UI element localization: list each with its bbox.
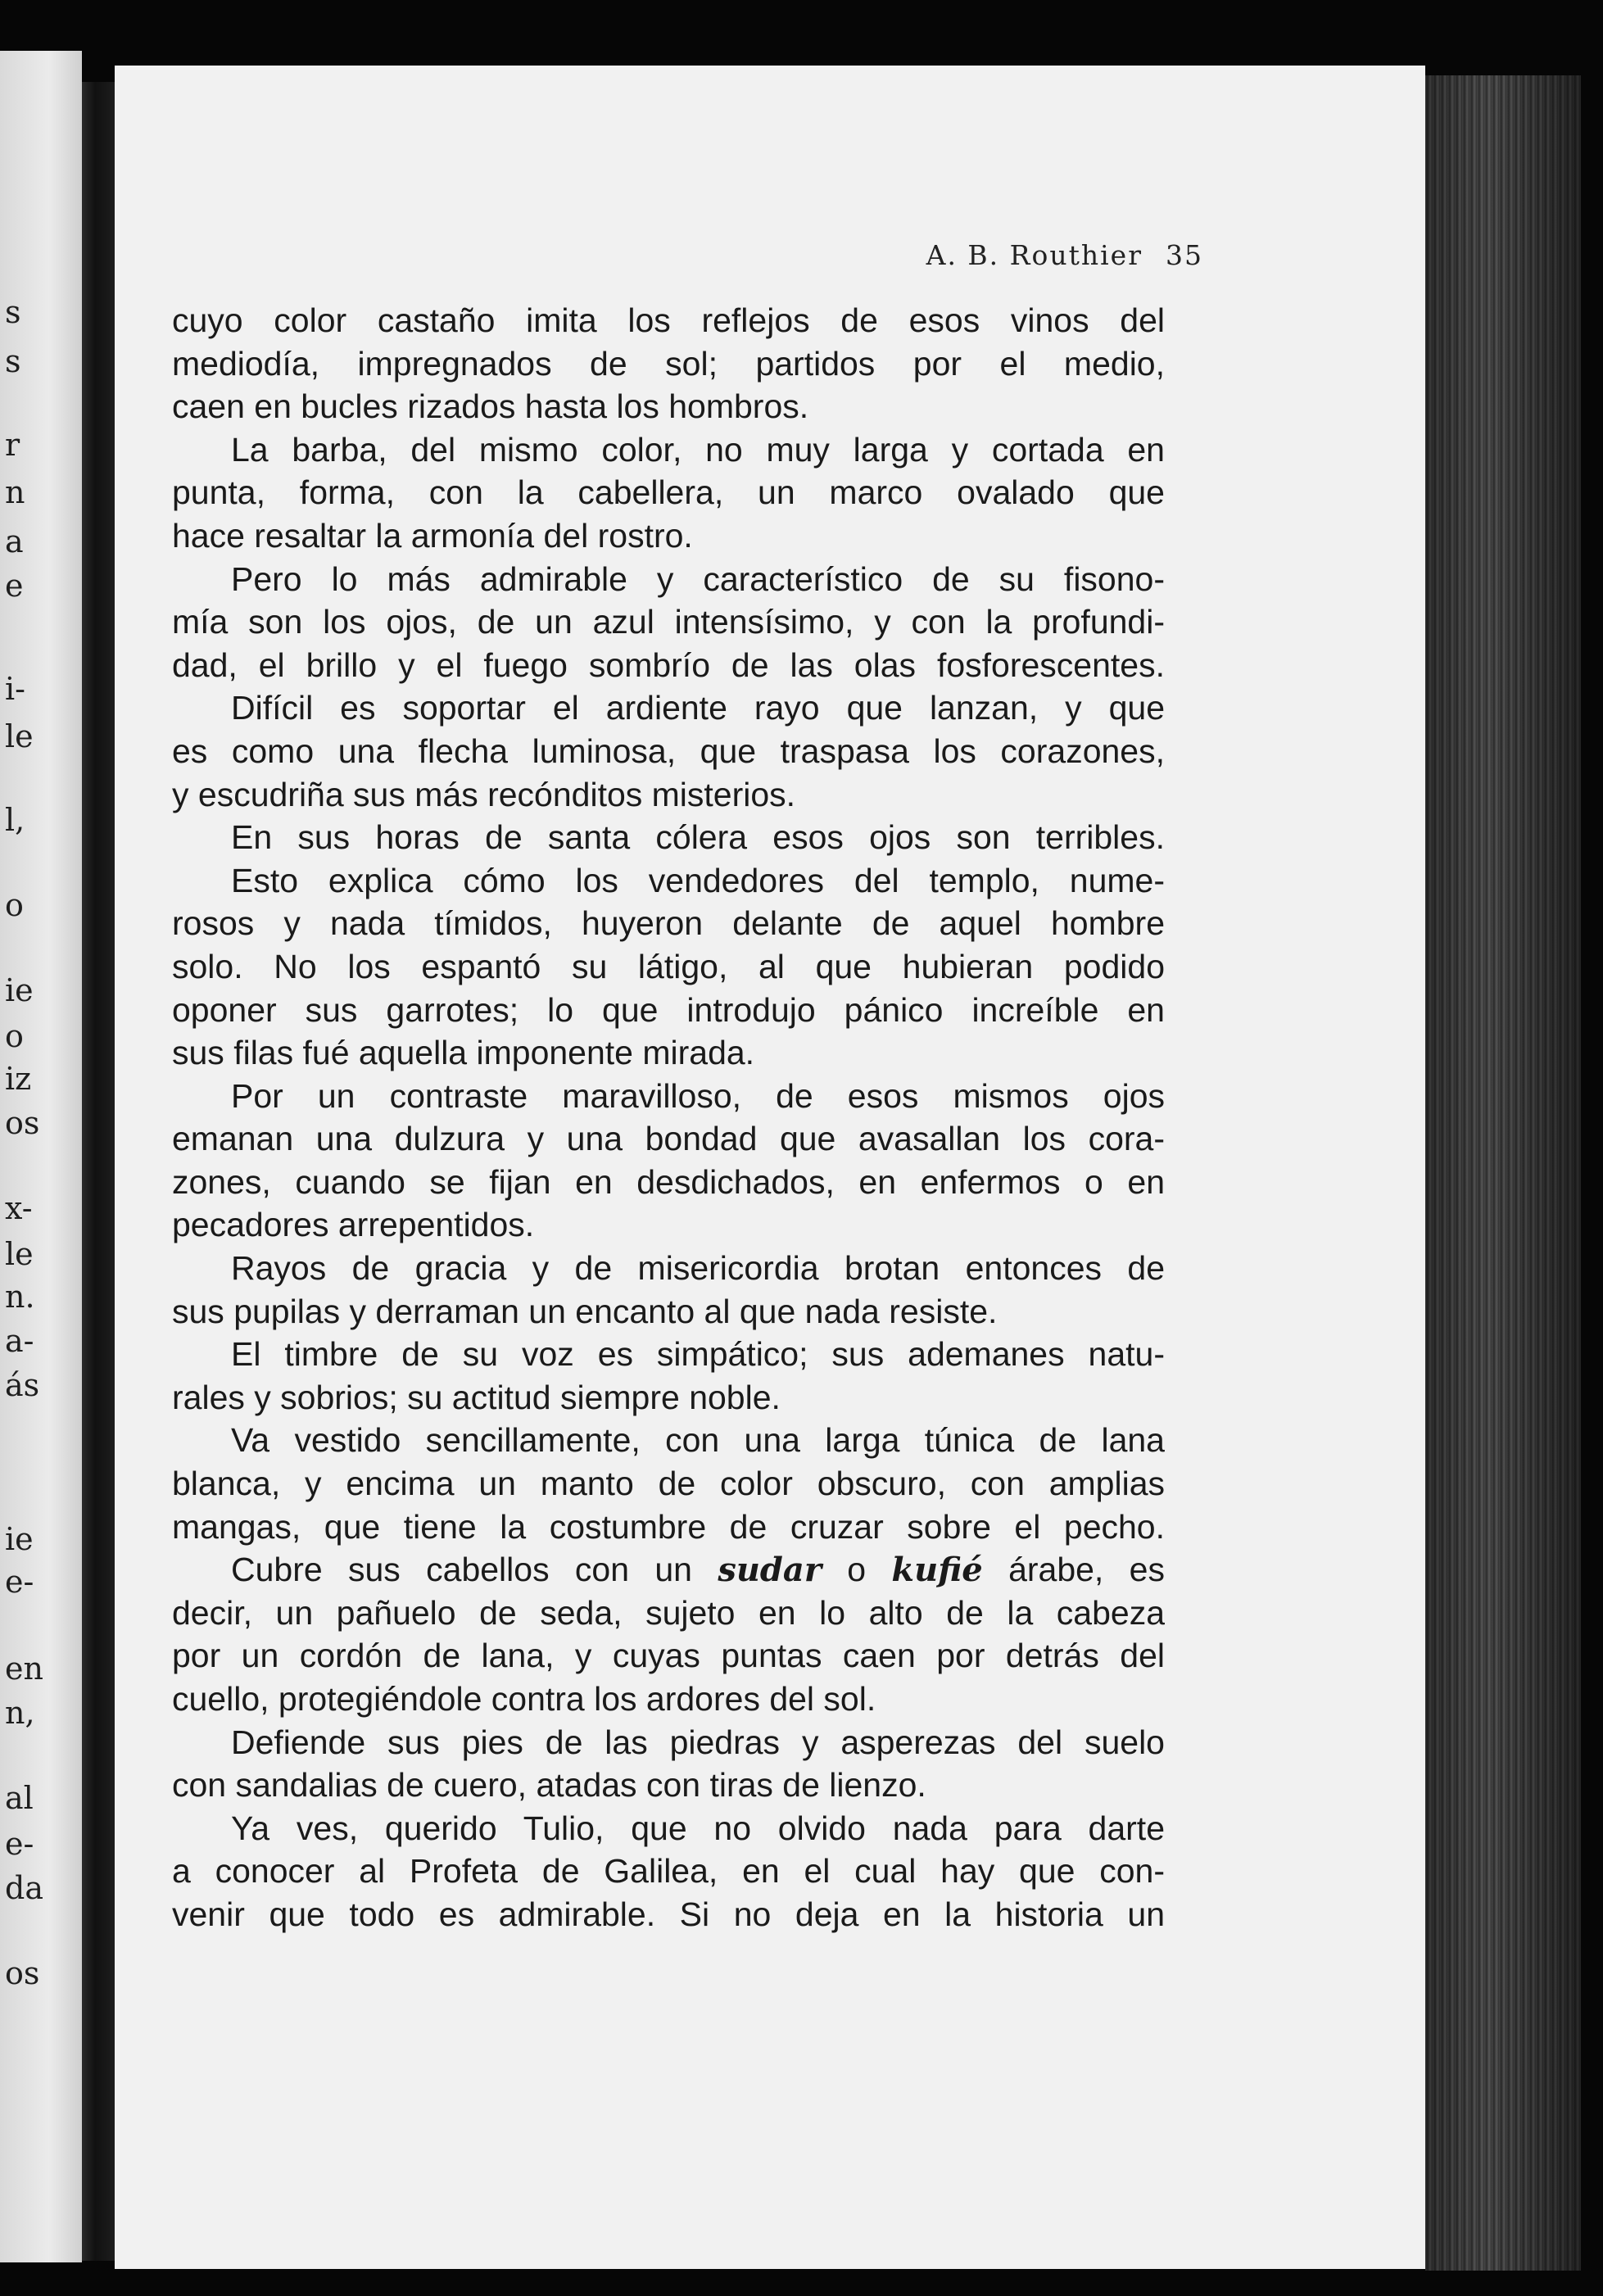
text-line: Difícil es soportar el ardiente rayo que lanzan, y que: [231, 689, 1165, 727]
facing-page-fragment: s: [5, 343, 21, 379]
text-line: es como una flecha luminosa, que traspasa los corazones,: [172, 731, 1165, 770]
text-run: o: [847, 1551, 867, 1589]
facing-page-fragment: da: [5, 1870, 43, 1906]
page-block-shadow: [1425, 75, 1581, 2271]
facing-page-fragment: e-: [5, 1826, 34, 1862]
text-line: solo. No los espantó su látigo, al que hubieran podido: [172, 947, 1165, 985]
text-line: punta, forma, con la cabellera, un marco ovalado que: [172, 473, 1165, 512]
text-line: venir que todo es admirable. Si no deja en la historia un: [172, 1895, 1165, 1933]
facing-page-fragment: e-: [5, 1564, 34, 1600]
text-line: cuello, protegiéndole contra los ardores del sol.: [172, 1680, 876, 1718]
facing-page-fragment: ie: [5, 972, 34, 1008]
text-line: mía son los ojos, de un azul intensísimo, y con la profundi-: [172, 603, 1165, 641]
text-line: oponer sus garrotes; lo que introdujo pánico increíble en: [172, 990, 1165, 1029]
text-line: El timbre de su voz es simpático; sus ademanes natu-: [231, 1335, 1165, 1374]
text-run: Cubre sus cabellos con un: [231, 1551, 692, 1589]
running-head: [926, 239, 1203, 271]
facing-page-fragment: e: [5, 568, 24, 604]
text-line: Defiende sus pies de las piedras y asperezas del suelo: [231, 1723, 1165, 1761]
text-line: Por un contraste maravilloso, de esos mismos ojos: [231, 1076, 1165, 1115]
text-line: blanca, y encima un manto de color obscuro, con amplias: [172, 1465, 1165, 1503]
facing-page-fragment: os: [5, 1955, 40, 1991]
text-line: Va vestido sencillamente, con una larga túnica de lana: [231, 1421, 1165, 1460]
text-line: hace resaltar la armonía del rostro.: [172, 516, 693, 555]
page-number: 35: [1166, 239, 1203, 271]
facing-page-fragment: a: [5, 523, 24, 559]
facing-page-fragment: le: [5, 718, 34, 754]
running-head-author: A. B. Routhier: [926, 239, 1143, 271]
text-line: [172, 1548, 1165, 1592]
text-line: Ya ves, querido Tulio, que no olvido nada para darte: [231, 1809, 1165, 1847]
text-line: mangas, que tiene la costumbre de cruzar sobre el pecho.: [172, 1507, 1165, 1546]
text-line: Rayos de gracia y de misericordia brotan entonces de: [231, 1249, 1165, 1288]
facing-page-fragment: n.: [5, 1279, 35, 1315]
facing-page-fragment: n: [5, 474, 25, 510]
text-line: rosos y nada tímidos, huyeron delante de aquel hombre: [172, 904, 1165, 943]
text-line: Pero lo más admirable y característico de su fisono-: [231, 559, 1165, 598]
text-line: caen en bucles rizados hasta los hombros.: [172, 387, 809, 426]
facing-page-fragment: iz: [5, 1061, 32, 1097]
text-line: y escudriña sus más recónditos misterios.: [172, 775, 796, 813]
text-line: sus filas fué aquella imponente mirada.: [172, 1034, 755, 1072]
italic-term-kufie: kufié: [891, 1551, 983, 1590]
text-line: Esto explica cómo los vendedores del templo, nume-: [231, 861, 1165, 899]
facing-page-fragment: ás: [5, 1367, 40, 1403]
text-line: decir, un pañuelo de seda, sujeto en lo alto de la cabeza: [172, 1593, 1165, 1632]
text-line: mediodía, impregnados de sol; partidos por el medio,: [172, 344, 1165, 383]
facing-page-fragment: al: [5, 1780, 34, 1816]
text-line: a conocer al Profeta de Galilea, en el cual hay que con-: [172, 1852, 1165, 1891]
facing-page-fragment: x-: [5, 1190, 33, 1226]
text-line: emanan una dulzura y una bondad que avasallan los cora-: [172, 1120, 1165, 1158]
text-line: zones, cuando se fijan en desdichados, en enfermos o en: [172, 1162, 1165, 1201]
book-gutter: [82, 82, 115, 2261]
facing-page-fragment: o: [5, 887, 24, 923]
facing-page-fragment: s: [5, 294, 21, 330]
body-text: [172, 299, 1165, 1936]
text-line: sus pupilas y derraman un encanto al que nada resiste.: [172, 1292, 998, 1330]
text-line: con sandalias de cuero, atadas con tiras de lienzo.: [172, 1766, 926, 1805]
text-line: pecadores arrepentidos.: [172, 1206, 535, 1244]
facing-page-fragment: os: [5, 1105, 40, 1141]
facing-page-fragment: n,: [5, 1695, 35, 1731]
facing-page-fragment: ie: [5, 1521, 34, 1557]
text-line: rales y sobrios; su actitud siempre noble.: [172, 1378, 781, 1416]
facing-page-edge: [0, 51, 82, 2262]
italic-term-sudar: sudar: [718, 1551, 822, 1590]
facing-page-fragment: i-: [5, 671, 25, 707]
text-line: En sus horas de santa cólera esos ojos son terribles.: [231, 818, 1165, 857]
facing-page-fragment: en: [5, 1651, 43, 1687]
text-line: por un cordón de lana, y cuyas puntas caen por detrás del: [172, 1637, 1165, 1675]
text-run: árabe, es: [1008, 1551, 1165, 1589]
facing-page-fragment: a-: [5, 1323, 34, 1359]
text-line: dad, el brillo y el fuego sombrío de las olas fosforescentes.: [172, 645, 1165, 684]
text-line: La barba, del mismo color, no muy larga y cortada en: [231, 430, 1165, 469]
facing-page-fragment: o: [5, 1018, 24, 1054]
facing-page-fragment: le: [5, 1236, 34, 1272]
facing-page-fragment: r: [5, 427, 20, 463]
facing-page-fragment: l,: [5, 802, 25, 838]
text-line: cuyo color castaño imita los reflejos de esos vinos del: [172, 301, 1165, 339]
